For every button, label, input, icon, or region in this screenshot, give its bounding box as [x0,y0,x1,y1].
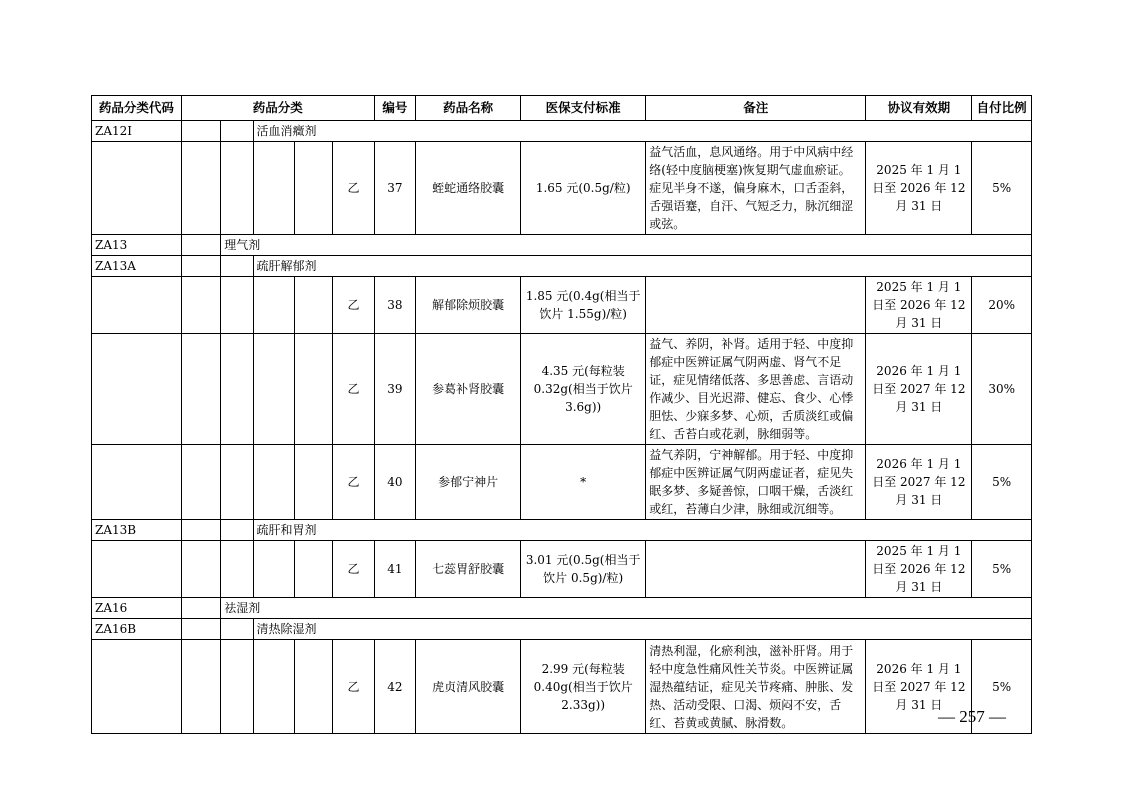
drug-number: 38 [374,277,415,334]
drug-number: 39 [374,334,415,445]
empty-cell [181,121,220,142]
drug-name: 参郁宁神片 [416,445,521,520]
category-code: ZA13A [92,256,182,277]
empty-cell [221,640,253,734]
empty-cell [181,142,220,235]
drug-self-pay: 20% [972,277,1032,334]
empty-cell [92,277,182,334]
drug-validity: 2026 年 1 月 1 日至 2027 年 12 月 31 日 [866,640,972,734]
empty-cell [92,334,182,445]
drug-grade: 乙 [333,142,374,235]
drug-remark: 益气养阴，宁神解郁。用于轻、中度抑郁症中医辨证属气阴两虚证者，症见失眠多梦、多疑善惊，口咽干燥，舌淡红或红，苔薄白少津，脉细或沉细等。 [646,445,866,520]
drug-name: 七蕊胃舒胶囊 [416,541,521,598]
drug-self-pay: 5% [972,541,1032,598]
empty-cell [181,256,220,277]
drug-row [92,277,1032,334]
drug-remark: 清热利湿，化瘀利浊，滋补肝肾。用于轻中度急性痛风性关节炎。中医辨证属湿热蕴结证，症见关节疼痛、肿胀、发热、活动受限、口渴、烦闷不安，舌红、苔黄或黄腻、脉滑数。 [646,640,866,734]
empty-cell [181,235,220,256]
drug-grade: 乙 [333,334,374,445]
drug-payment: 1.65 元(0.5g/粒) [521,142,646,235]
empty-cell [221,256,253,277]
drug-grade: 乙 [333,640,374,734]
drug-self-pay: 5% [972,445,1032,520]
drug-grade: 乙 [333,541,374,598]
drug-grade: 乙 [333,277,374,334]
category-label: 祛湿剂 [221,598,1032,619]
category-row [92,520,1032,541]
drug-validity: 2025 年 1 月 1 日至 2026 年 12 月 31 日 [866,541,972,598]
drug-validity: 2026 年 1 月 1 日至 2027 年 12 月 31 日 [866,334,972,445]
empty-cell [253,334,294,445]
empty-cell [181,640,220,734]
drug-number: 42 [374,640,415,734]
empty-cell [253,142,294,235]
drug-row [92,445,1032,520]
drug-name: 解郁除烦胶囊 [416,277,521,334]
empty-cell [294,142,332,235]
empty-cell [294,445,332,520]
empty-cell [221,619,253,640]
drug-name: 参葛补肾胶囊 [416,334,521,445]
category-row [92,619,1032,640]
drug-payment: 2.99 元(每粒装 0.40g(相当于饮片 2.33g)) [521,640,646,734]
category-label: 疏肝和胃剂 [253,520,1032,541]
page-number: — 257 — [938,707,1006,726]
empty-cell [181,520,220,541]
drug-payment: 3.01 元(0.5g(相当于饮片 0.5g)/粒) [521,541,646,598]
empty-cell [181,334,220,445]
empty-cell [92,445,182,520]
drug-remark [646,541,866,598]
drug-validity: 2025 年 1 月 1 日至 2026 年 12 月 31 日 [866,142,972,235]
drug-row [92,142,1032,235]
empty-cell [221,121,253,142]
drug-number: 40 [374,445,415,520]
empty-cell [221,445,253,520]
category-row [92,598,1032,619]
empty-cell [294,277,332,334]
drug-remark: 益气活血，息风通络。用于中风病中经络(轻中度脑梗塞)恢复期气虚血瘀证。症见半身不遂，偏身麻木，口舌歪斜，舌强语蹇，自汗、气短乏力，脉沉细涩或弦。 [646,142,866,235]
drug-remark [646,277,866,334]
empty-cell [294,640,332,734]
empty-cell [221,277,253,334]
category-row [92,256,1032,277]
category-label: 活血消癥剂 [253,121,1032,142]
empty-cell [92,541,182,598]
drug-self-pay: 5% [972,142,1032,235]
header-validity: 协议有效期 [866,96,972,121]
drug-row [92,640,1032,734]
drug-validity: 2025 年 1 月 1 日至 2026 年 12 月 31 日 [866,277,972,334]
drug-row [92,541,1032,598]
header-name: 药品名称 [416,96,521,121]
category-label: 疏肝解郁剂 [253,256,1032,277]
category-label: 理气剂 [221,235,1032,256]
empty-cell [221,142,253,235]
drug-self-pay: 30% [972,334,1032,445]
empty-cell [221,334,253,445]
empty-cell [92,142,182,235]
empty-cell [253,445,294,520]
empty-cell [181,619,220,640]
header-remark: 备注 [646,96,866,121]
empty-cell [253,541,294,598]
header-payment: 医保支付标准 [521,96,646,121]
drug-number: 41 [374,541,415,598]
drug-catalog-table [91,95,1032,734]
header-category: 药品分类 [181,96,374,121]
drug-grade: 乙 [333,445,374,520]
empty-cell [181,598,220,619]
category-row [92,121,1032,142]
drug-row [92,334,1032,445]
category-code: ZA13B [92,520,182,541]
category-row [92,235,1032,256]
drug-number: 37 [374,142,415,235]
table-header-row [92,96,1032,121]
empty-cell [294,541,332,598]
empty-cell [181,541,220,598]
empty-cell [92,640,182,734]
empty-cell [253,640,294,734]
category-code: ZA12I [92,121,182,142]
drug-validity: 2026 年 1 月 1 日至 2027 年 12 月 31 日 [866,445,972,520]
empty-cell [221,520,253,541]
drug-payment: 4.35 元(每粒装 0.32g(相当于饮片 3.6g)) [521,334,646,445]
header-number: 编号 [374,96,415,121]
drug-payment: 1.85 元(0.4g(相当于饮片 1.55g)/粒) [521,277,646,334]
drug-self-pay: 5% [972,640,1032,734]
header-code: 药品分类代码 [92,96,182,121]
category-code: ZA16B [92,619,182,640]
empty-cell [294,334,332,445]
header-self-pay: 自付比例 [972,96,1032,121]
empty-cell [181,277,220,334]
category-code: ZA16 [92,598,182,619]
drug-payment: * [521,445,646,520]
empty-cell [253,277,294,334]
drug-remark: 益气、养阴，补肾。适用于轻、中度抑郁症中医辨证属气阴两虚、肾气不足证，症见情绪低落、多思善虑、言语动作减少、目光迟滞、健忘、食少、心悸胆怯、少寐多梦、心烦，舌质淡红或偏红、舌苔白或花剥，脉细弱等。 [646,334,866,445]
empty-cell [181,445,220,520]
empty-cell [221,541,253,598]
drug-name: 虎贞清风胶囊 [416,640,521,734]
category-label: 清热除湿剂 [253,619,1032,640]
category-code: ZA13 [92,235,182,256]
drug-name: 蛭蛇通络胶囊 [416,142,521,235]
